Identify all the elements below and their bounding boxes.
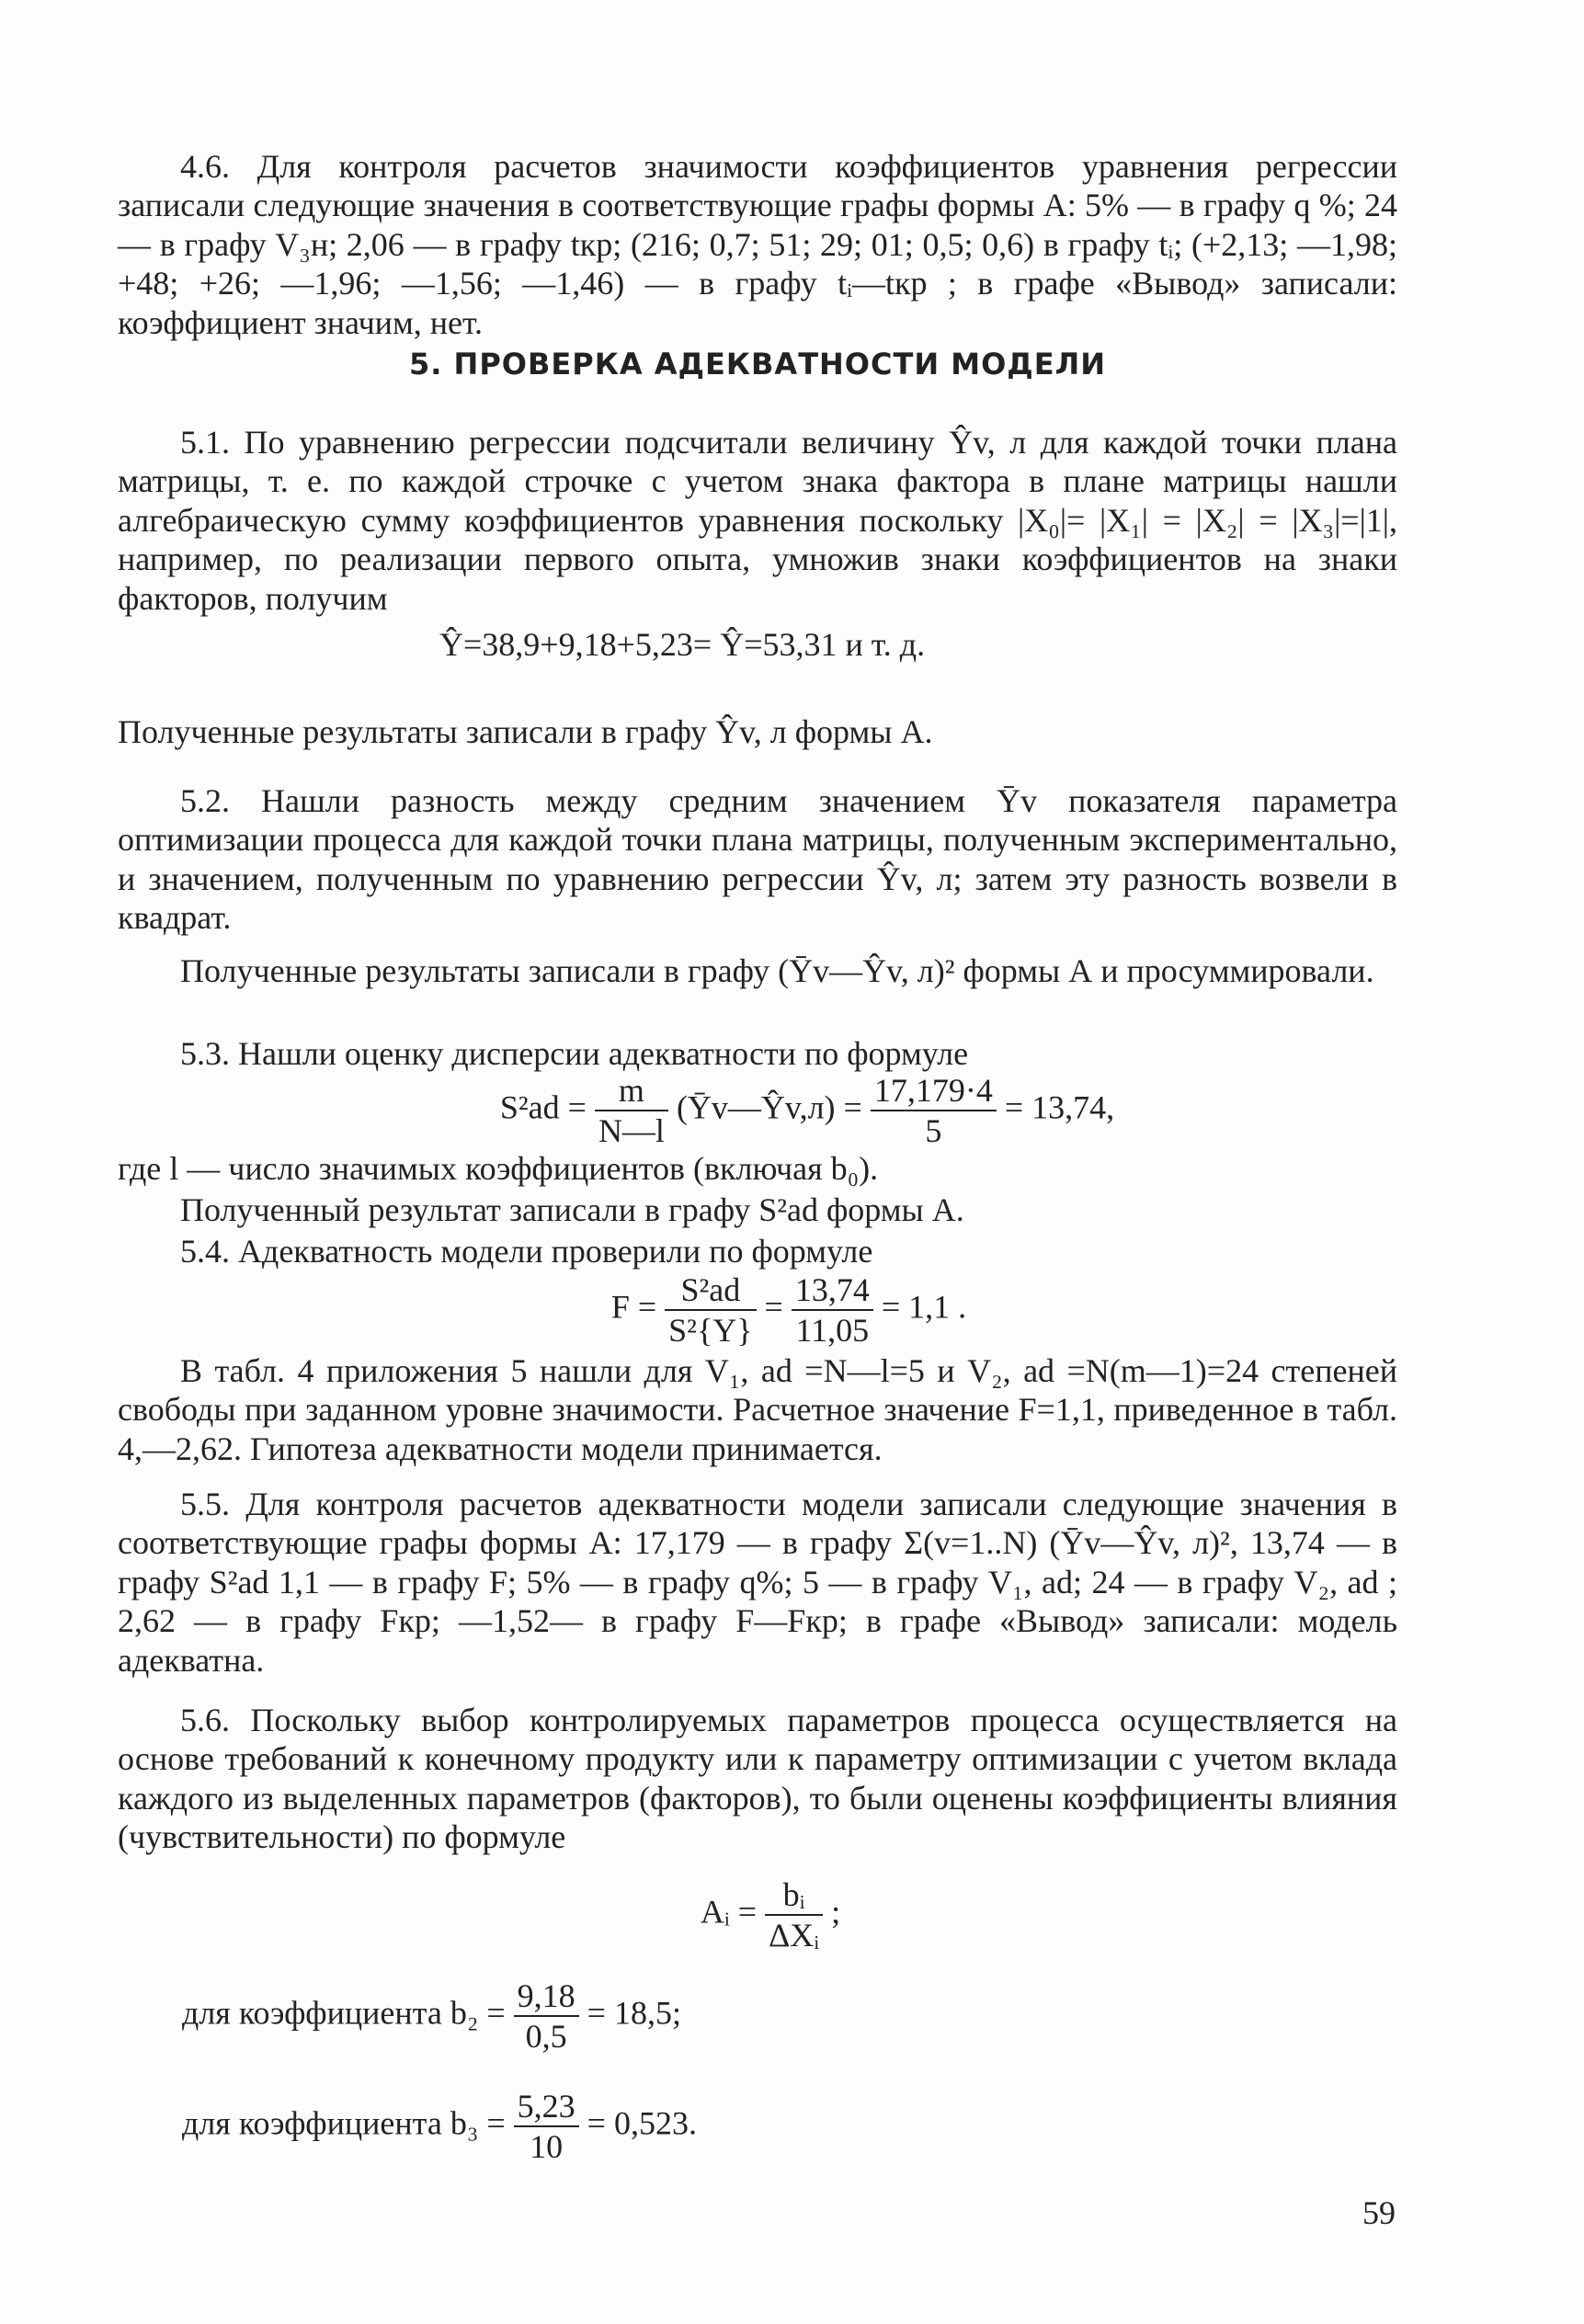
paragraph-5-2b: Полученные результаты записали в графу (Ȳv—Ŷv, л)² формы А и просуммировали. xyxy=(180,952,1374,989)
formula-5-3-left: S²ad = xyxy=(499,1088,587,1126)
fraction-b3 xyxy=(514,2087,579,2167)
formula-5-6 xyxy=(587,1875,954,1955)
formula-5-3-right: = 13,74, xyxy=(1004,1088,1115,1126)
formula-5-3-mid: (Ȳv—Ŷv,л) = xyxy=(676,1088,862,1126)
b2-label: для коэффициента b₂ = xyxy=(182,1994,506,2032)
paragraph-5-5: 5.5. Для контроля расчетов адекватности модели записали следующие значения в соответствующие графы формы А: 17,179 — в графу Σ(v=1..N) (Ȳv—Ŷv, л)², 13,74 — в графу S²ad 1,1 — в графу F; 5% — в графу q%; 5 — в графу V₁, ad; 24 — в графу V₂, ad ; 2,62 — в графу Fкр; —1,52— в графу F—Fкр; в графе «Вывод» записали: модель адекватна. xyxy=(118,1486,1397,1679)
fraction-ai xyxy=(765,1875,823,1955)
formula-5-1: Ŷ=38,9+9,18+5,23= Ŷ=53,31 и т. д. xyxy=(439,626,926,663)
fraction-value xyxy=(871,1071,997,1151)
formula-5-3 xyxy=(393,1071,1221,1151)
paragraph-5-1b: Полученные результаты записали в графу Ŷv, л формы А. xyxy=(118,713,933,750)
fraction-denominator: N—l xyxy=(598,1112,665,1150)
section-title: 5. ПРОВЕРКА АДЕКВАТНОСТИ МОДЕЛИ xyxy=(408,347,1106,382)
fraction-denominator: ΔXᵢ xyxy=(769,1917,820,1954)
fraction-numerator: m xyxy=(595,1071,668,1111)
paragraph-5-4b: В табл. 4 приложения 5 нашли для V₁, ad =N—l=5 и V₂, ad =N(m—1)=24 степеней свободы при заданном уровне значимости. Расчетное значение F=1,1, приведенное в табл. 4,—2,62. Гипотеза адекватности модели принимается. xyxy=(118,1352,1397,1467)
paragraph-5-2: 5.2. Нашли разность между средним значением Ȳv показателя параметра оптимизации процесса для каждой точки плана матрицы, полученным экспериментально, и значением, полученным по уравнению регрессии Ŷv, л; затем эту разность возвели в квадрат. xyxy=(118,782,1397,937)
formula-5-6-right: ; xyxy=(831,1893,841,1931)
formula-5-4-left: F = xyxy=(610,1288,657,1326)
formula-b2 xyxy=(182,1977,681,2056)
formula-5-4-eq: = xyxy=(764,1288,783,1326)
page-content xyxy=(118,147,1397,2280)
fraction-numerator: S²ad xyxy=(665,1270,756,1311)
formula-5-6-left: Aᵢ = xyxy=(700,1893,758,1931)
fraction-m xyxy=(595,1071,668,1151)
paragraph-5-3b: где l — число значимых коэффициентов (включая b₀). xyxy=(118,1150,879,1187)
formula-5-4 xyxy=(504,1270,1074,1350)
page-number: 59 xyxy=(1362,2193,1396,2231)
paragraph-5-3c: Полученный результат записали в графу S²ad формы А. xyxy=(180,1191,964,1228)
fraction-denominator: 11,05 xyxy=(795,1312,870,1350)
paragraph-4-6: 4.6. Для контроля расчетов значимости коэффициентов уравнения регрессии записали следующие значения в соответствующие графы формы А: 5% — в графу q %; 24 — в графу V₃н; 2,06 — в графу tкр; (216; 0,7; 51; 29; 01; 0,5; 0,6) в графу tᵢ; (+2,13; —1,98; +48; +26; —1,96; —1,56; —1,46) — в графу tᵢ—tкр ; в графе «Вывод» записали: коэффициент значим, нет. xyxy=(118,148,1397,341)
fraction-numerator: 5,23 xyxy=(514,2087,579,2127)
fraction-numerator: 17,179·4 xyxy=(871,1071,997,1111)
fraction-denominator: 10 xyxy=(530,2128,564,2166)
fraction-f xyxy=(665,1270,756,1350)
b2-result: = 18,5; xyxy=(587,1994,681,2032)
fraction-b2 xyxy=(514,1977,579,2056)
formula-5-4-right: = 1,1 . xyxy=(881,1288,967,1326)
fraction-denominator: 0,5 xyxy=(525,2018,567,2056)
fraction-denominator: 5 xyxy=(925,1112,942,1150)
fraction-numerator: 9,18 xyxy=(514,1977,579,2017)
fraction-numerator: bᵢ xyxy=(765,1875,823,1916)
fraction-denominator: S²{Y} xyxy=(668,1312,753,1350)
paragraph-5-1: 5.1. По уравнению регрессии подсчитали величину Ŷv, л для каждой точки плана матрицы, т. е. по каждой строчке с учетом знака фактора в плане матрицы нашли алгебраическую сумму коэффициентов уравнения поскольку |X₀|= |X₁| = |X₂| = |X₃|=|1|, например, по реализации первого опыта, умножив знаки коэффициентов на знаки факторов, получим xyxy=(118,424,1397,617)
paragraph-5-6: 5.6. Поскольку выбор контролируемых параметров процесса осуществляется на основе требований к конечному продукту или к параметру оптимизации с учетом вклада каждого из выделенных параметров (факторов), то были оценены коэффициенты влияния (чувствительности) по формуле xyxy=(118,1702,1397,1856)
fraction-f-value xyxy=(792,1270,873,1350)
formula-b3 xyxy=(182,2087,697,2167)
b3-result: = 0,523. xyxy=(587,2104,697,2142)
fraction-numerator: 13,74 xyxy=(792,1270,873,1311)
paragraph-5-4: 5.4. Адекватность модели проверили по формуле xyxy=(180,1233,873,1270)
paragraph-5-3: 5.3. Нашли оценку дисперсии адекватности по формуле xyxy=(180,1035,969,1072)
b3-label: для коэффициента b₃ = xyxy=(182,2104,506,2142)
